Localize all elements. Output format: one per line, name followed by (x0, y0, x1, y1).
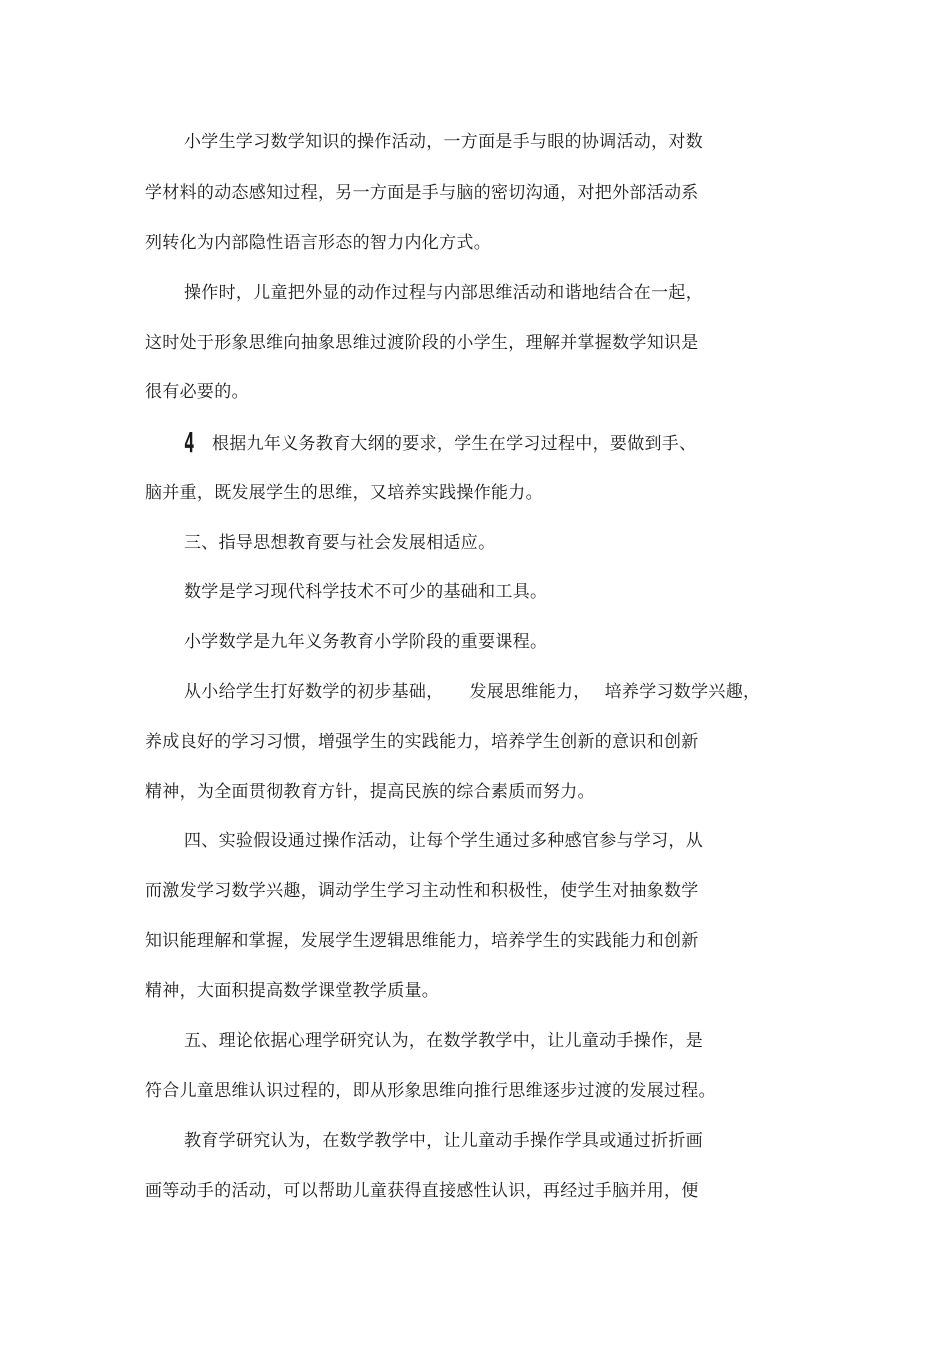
text-line: 列转化为内部隐性语言形态的智力内化方式。 (145, 233, 491, 253)
text-line: 这时处于形象思维向抽象思维过渡阶段的小学生，理解并掌握数学知识是 (145, 333, 699, 353)
section-heading: 三、指导思想教育要与社会发展相适应。 (184, 533, 496, 553)
text-line: 符合儿童思维认识过程的，即从形象思维向推行思维逐步过渡的发展过程。 (145, 1081, 716, 1101)
text-line: 操作时，儿童把外显的动作过程与内部思维活动和谐地结合在一起， (184, 283, 703, 303)
text-line: 精神，大面积提高数学课堂教学质量。 (145, 981, 440, 1001)
text-line: 小学生学习数学知识的操作活动，一方面是手与眼的协调活动，对数 (184, 132, 703, 152)
text-line: 精神，为全面贯彻教育方针，提高民族的综合素质而努力。 (145, 782, 595, 802)
text-line: 脑并重，既发展学生的思维，又培养实践操作能力。 (145, 483, 543, 503)
paragraph-number: 4 (184, 426, 195, 459)
text-segment: 培养学习数学兴趣， (604, 682, 761, 702)
segmented-line (184, 680, 760, 704)
section-heading: 五、理论依据心理学研究认为，在数学教学中，让儿童动手操作，是 (184, 1031, 703, 1051)
text-segment: 根据九年义务教育大纲的要求，学生在学习过程中，要做到手、 (212, 434, 697, 454)
text-line: 画等动手的活动，可以帮助儿童获得直接感性认识，再经过手脑并用，便 (145, 1181, 699, 1201)
text-line: 养成良好的学习习惯，增强学生的实践能力，培养学生创新的意识和创新 (145, 732, 699, 752)
text-line: 知识能理解和掌握，发展学生逻辑思维能力，培养学生的实践能力和创新 (145, 931, 699, 951)
section-heading: 四、实验假设通过操作活动，让每个学生通过多种感官参与学习，从 (184, 831, 703, 851)
text-segment: 发展思维能力， (469, 682, 591, 702)
text-segment: 从小给学生打好数学的初步基础， (184, 682, 444, 702)
text-line: 很有必要的。 (145, 382, 249, 402)
text-line: 教育学研究认为，在数学教学中，让儿童动手操作学具或通过折折画 (184, 1131, 703, 1151)
text-line: 数学是学习现代科学技术不可少的基础和工具。 (184, 582, 548, 602)
text-line: 小学数学是九年义务教育小学阶段的重要课程。 (184, 632, 548, 652)
text-line: 而激发学习数学兴趣，调动学生学习主动性和积极性，使学生对抽象数学 (145, 881, 699, 901)
text-line: 学材料的动态感知过程，另一方面是手与脑的密切沟通，对把外部活动系 (145, 183, 699, 203)
numbered-line (184, 426, 697, 459)
